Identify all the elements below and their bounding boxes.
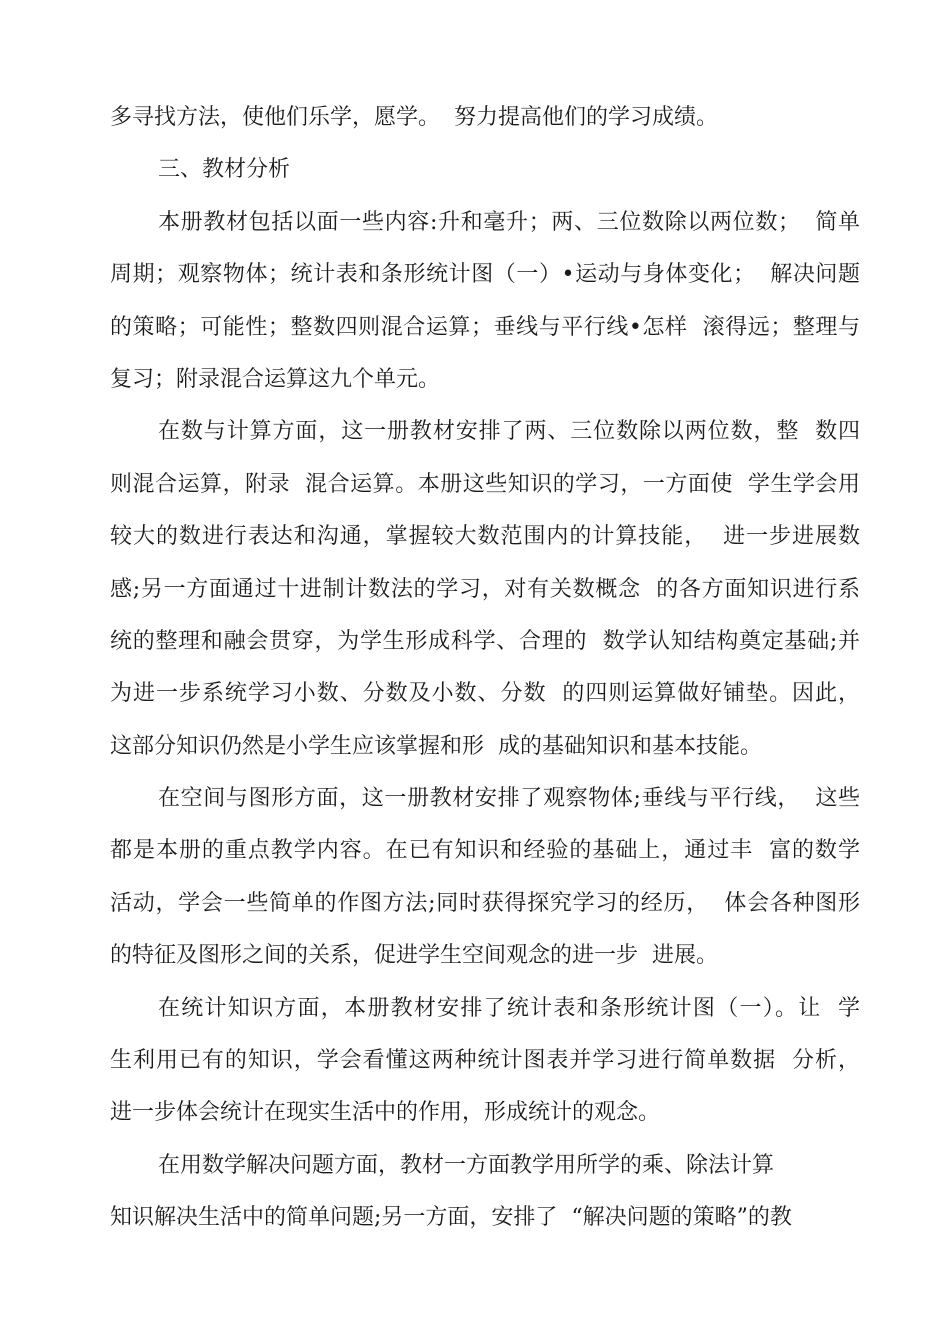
text-line: 多寻找方法，使他们乐学，愿学。 努力提高他们的学习成绩。 — [110, 105, 718, 130]
text-line: 这部分知识仍然是小学生应该掌握和形 成的基础知识和基本技能。 — [110, 733, 762, 759]
text-line: 为进一步系统学习小数、分数及小数、分数 的四则运算做好铺垫。因此， — [110, 681, 860, 707]
section-heading: 三、教材分析 — [158, 157, 291, 183]
text-line: 复习；附录混合运算这九个单元。 — [110, 366, 441, 392]
text-line: 本册教材包括以面一些内容:升和毫升；两、三位数除以两位数； 简单 — [158, 209, 860, 235]
text-line: 都是本册的重点教学内容。在已有知识和经验的基础上，通过丰 富的数学 — [110, 838, 860, 864]
text-line: 在用数学解决问题方面，教材一方面教学用所学的乘、除法计算 — [158, 1152, 775, 1178]
text-line: 活动，学会一些简单的作图方法;同时获得探究学习的经历， 体会各种图形 — [110, 890, 860, 916]
document-page — [110, 92, 860, 1245]
text-line: 进一步体会统计在现实生活中的作用，形成统计的观念。 — [110, 1100, 661, 1126]
text-line: 生利用已有的知识，学会看懂这两种统计图表并学习进行简单数据 分析， — [110, 1048, 860, 1074]
text-line: 则混合运算，附录 混合运算。本册这些知识的学习，一方面使 学生学会用 — [110, 471, 860, 497]
text-line: 在空间与图形方面，这一册教材安排了观察物体;垂线与平行线， 这些 — [158, 786, 860, 812]
text-line: 知识解决生活中的简单问题;另一方面，安排了 “解决问题的策略”的教 — [110, 1205, 792, 1231]
text-line: 周期；观察物体；统计表和条形统计图（一）•运动与身体变化； 解决问题 — [110, 262, 860, 288]
text-line: 在统计知识方面，本册教材安排了统计表和条形统计图（一）。让 学 — [158, 995, 860, 1021]
text-line: 感;另一方面通过十进制计数法的学习，对有关数概念 的各方面知识进行系 — [110, 576, 860, 602]
text-line: 的策略；可能性；整数四则混合运算；垂线与平行线•怎样 滚得远；整理与 — [110, 314, 860, 340]
text-line: 在数与计算方面，这一册教材安排了两、三位数除以两位数，整 数四 — [158, 419, 860, 445]
text-line: 较大的数进行表达和沟通，掌握较大数范围内的计算技能， 进一步进展数 — [110, 524, 860, 550]
text-line: 统的整理和融会贯穿，为学生形成科学、合理的 数学认知结构奠定基础;并 — [110, 628, 860, 654]
text-line: 的特征及图形之间的关系，促进学生空间观念的进一步 进展。 — [110, 943, 718, 969]
